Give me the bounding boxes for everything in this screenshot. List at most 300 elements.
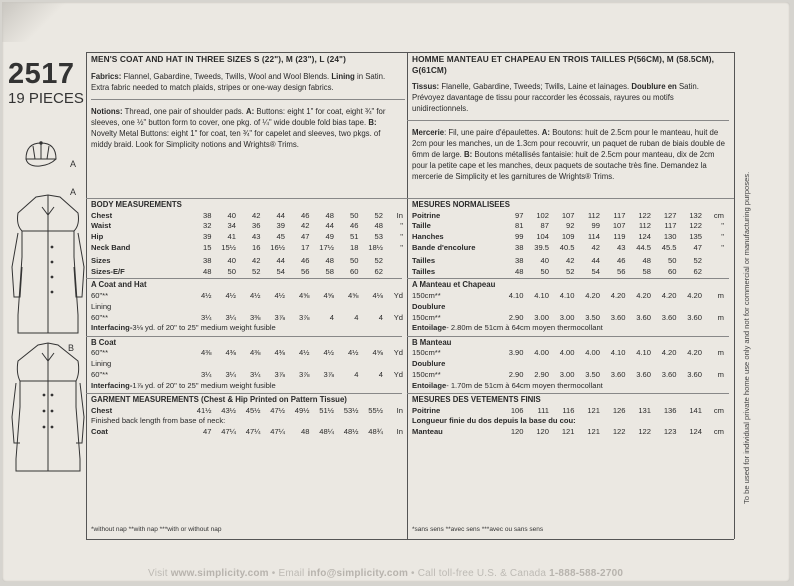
measurement-cell: 52 xyxy=(693,255,702,265)
notions-b-label: B: xyxy=(368,117,377,127)
french-tissus xyxy=(412,81,732,114)
english-chart xyxy=(91,200,407,438)
measurement-cell: 34 xyxy=(227,221,236,231)
measurement-cell: 56 xyxy=(617,266,626,276)
metrage-cell: 3.60 xyxy=(687,369,702,379)
table-row xyxy=(91,427,403,438)
metrage-cell: 3.00 xyxy=(559,312,575,322)
measurement-cell: 52 xyxy=(252,266,261,276)
french-panel xyxy=(412,54,732,182)
lining-label: Lining xyxy=(331,71,355,81)
measurement-cell: 40 xyxy=(227,255,236,265)
metrage-cell: 4.10 xyxy=(610,348,626,358)
yardage-cell: 3⅞ xyxy=(274,312,285,322)
view-a-entoilage xyxy=(412,323,734,334)
measurement-cell: 87 xyxy=(540,221,549,231)
measurement-cell: 40 xyxy=(227,210,236,220)
measurement-cell: 50 xyxy=(540,266,549,276)
measurement-cell: 16 xyxy=(252,243,261,253)
measurement-cell: 18 xyxy=(350,243,359,253)
measurement-cell: 45 xyxy=(276,232,285,242)
measurement-cell: 47½ xyxy=(270,405,285,415)
measurement-cell: 120 xyxy=(510,427,524,436)
measurement-cell: 54 xyxy=(591,266,600,276)
footer-call: • Call toll-free U.S. & Canada xyxy=(411,568,547,579)
measurement-cell: 48 xyxy=(325,255,334,265)
interfacing-label: Interfacing- xyxy=(91,380,133,390)
measurement-cell: 17½ xyxy=(319,243,334,253)
table-row xyxy=(91,348,403,359)
table-row xyxy=(412,312,724,323)
english-fabrics xyxy=(91,71,403,93)
measurement-cell: 132 xyxy=(689,210,702,220)
table-row xyxy=(412,348,724,359)
unit: In xyxy=(396,210,403,220)
fabric-width: 60"** xyxy=(91,290,109,300)
measurement-cell: 120 xyxy=(536,427,549,436)
yardage-cell: 4⅜ xyxy=(274,348,285,358)
mercerie-a-text: Boutons: huit de 2.5cm pour le manteau, huit de 2cm pour les manches, un de 1.3cm pour recouvrir, un paquet de ruban de biais double de 6mm de large. xyxy=(412,128,725,159)
measurement-cell: 43 xyxy=(252,232,261,242)
measurement-cell: 131 xyxy=(638,405,651,415)
yardage-cell: 4⅝ xyxy=(298,290,310,300)
fabric-width: 150cm** xyxy=(412,290,441,300)
metrage-cell: 3.00 xyxy=(559,369,575,379)
metrage-cell: 3.60 xyxy=(661,312,677,322)
fabric-width: 60"** xyxy=(91,369,109,379)
unit: cm xyxy=(713,405,724,415)
measurement-cell: 126 xyxy=(612,405,626,415)
footer-phone[interactable]: 1-888-588-2700 xyxy=(549,568,624,579)
measurement-cell: 42 xyxy=(301,221,310,231)
measurement-cell: 53 xyxy=(374,232,383,242)
measurement-cell: 50 xyxy=(350,210,359,220)
fabric-width: 60"** xyxy=(91,312,109,322)
top-rule xyxy=(86,52,734,53)
measurement-cell: 44 xyxy=(276,210,285,220)
yardage-cell: 4⅜ xyxy=(249,348,261,358)
yardage-cell: 4⅜ xyxy=(200,348,212,358)
english-title: MEN'S COAT AND HAT IN THREE SIZES S (22"), M (23"), L (24") xyxy=(91,54,346,64)
measurement-cell: 112 xyxy=(638,221,651,231)
pattern-envelope xyxy=(2,2,790,582)
measurement-cell: 141 xyxy=(689,405,702,415)
measurement-cell: 47 xyxy=(203,427,212,436)
rule xyxy=(86,336,402,337)
measurement-cell: 52 xyxy=(374,255,383,265)
measurement-cell: 51½ xyxy=(319,405,334,415)
measurement-cell: 47 xyxy=(693,243,702,253)
table-row xyxy=(91,256,403,267)
french-footnote: *sans sens **avec sens ***avec ou sans sens xyxy=(412,526,544,533)
measurement-cell: 42 xyxy=(566,255,575,265)
measurement-cell: 111 xyxy=(537,405,549,415)
yardage-cell: 4⅛ xyxy=(372,290,383,300)
notions-label: Notions: xyxy=(91,106,123,116)
footer-visit: Visit xyxy=(148,568,168,579)
yardage-cell: 4½ xyxy=(298,348,310,358)
measurement-cell: 41½ xyxy=(196,405,212,415)
measurement-cell: 44 xyxy=(276,255,285,265)
french-chart xyxy=(412,200,734,438)
view-a-yardage-table xyxy=(91,291,403,323)
measurement-cell: 122 xyxy=(612,427,626,436)
yardage-cell: 4½ xyxy=(347,348,359,358)
unit: " xyxy=(721,243,724,253)
measurement-cell: 41 xyxy=(227,232,236,242)
table-row xyxy=(91,232,403,243)
unit: " xyxy=(400,221,403,231)
measurement-cell: 47 xyxy=(301,232,310,242)
measurement-cell: 136 xyxy=(663,405,677,415)
fabrics-label: Fabrics: xyxy=(91,71,122,81)
table-row xyxy=(412,256,724,267)
measurement-cell: 130 xyxy=(663,232,677,242)
back-length-label: Finished back length from base of neck: xyxy=(91,416,226,426)
table-row xyxy=(91,211,403,222)
measurement-cell: 135 xyxy=(689,232,702,242)
mercerie-text: : Fil, une paire d'épaulettes. xyxy=(444,128,542,137)
notions-a-label: A: xyxy=(246,106,255,116)
view-a-coat-label: A xyxy=(70,187,77,197)
metrage-cell: 3.50 xyxy=(585,312,600,322)
view-b-interfacing xyxy=(91,381,407,392)
yardage-cell: 4⅝ xyxy=(347,290,359,300)
entoilage-text: - 2.80m de 51cm à 64cm moyen thermocollant xyxy=(446,323,603,333)
measurement-cell: 109 xyxy=(561,232,575,242)
view-a-head-fr: A Manteau et Chapeau xyxy=(412,280,496,290)
measurement-cell: 102 xyxy=(536,210,549,220)
table-row xyxy=(91,266,403,277)
metrage-cell: 4.00 xyxy=(534,348,549,358)
rule xyxy=(86,393,402,394)
measurement-cell: 17 xyxy=(301,243,310,253)
measurement-cell: 46 xyxy=(350,221,359,231)
yardage-cell: 4½ xyxy=(225,290,236,300)
measurement-cell: 36 xyxy=(252,221,261,231)
row-label: Sizes xyxy=(91,255,111,265)
metrage-cell: 2.90 xyxy=(508,369,524,379)
french-title: HOMME MANTEAU ET CHAPEAU EN TROIS TAILLES P(56CM), M (58.5CM), G(61CM) xyxy=(412,54,714,75)
row-label: Tailles xyxy=(412,266,436,276)
center-divider xyxy=(407,52,408,539)
measurement-cell: 46 xyxy=(301,255,310,265)
notions-b-text: Novelty Metal Buttons: eight 1" for coat, ten ¾" for capelet and sleeves, two pkgs. of middy braid. Look for Simplicity notions and Wrights® Trims. xyxy=(91,128,381,149)
measurement-cell: 124 xyxy=(638,232,651,242)
rule xyxy=(407,198,734,199)
metrage-cell: 3.00 xyxy=(534,312,549,322)
fabric-width: 60"** xyxy=(91,348,109,358)
measurement-cell: 38 xyxy=(203,255,212,265)
measurement-cell: 99 xyxy=(591,221,600,231)
measurement-cell: 15 xyxy=(203,243,212,253)
row-label: Waist xyxy=(91,221,111,231)
measurement-cell: 47¼ xyxy=(270,427,285,436)
measurement-cell: 124 xyxy=(689,427,702,436)
fabric-width: 150cm** xyxy=(412,369,441,379)
view-a-interfacing xyxy=(91,323,407,334)
measurement-cell: 127 xyxy=(663,210,677,220)
yardage-cell: 3⅜ xyxy=(249,312,261,322)
chest-label: Chest xyxy=(91,405,113,415)
mercerie-b-text: Boutons métallisés fantaisie: huit de 2.5cm pour manteau, dix de 2cm pour la petite cape et les manches, deux paquets de soutache très fine. Demandez la mercerie de Simplicity et les garnitures de Wrights® Trims. xyxy=(412,150,715,181)
measurement-cell: 112 xyxy=(587,210,600,220)
metrage-cell: 4.20 xyxy=(687,348,702,358)
metrage-cell: 4.20 xyxy=(610,290,626,300)
unit xyxy=(383,266,403,277)
table-row xyxy=(412,232,724,243)
metrage-cell: 3.50 xyxy=(585,369,600,379)
table-row xyxy=(91,291,403,302)
yardage-cell: 3¼ xyxy=(200,369,212,379)
unit: In xyxy=(396,427,403,436)
row-label: Sizes-E/F xyxy=(91,266,125,276)
yardage-cell: 4⅝ xyxy=(323,290,334,300)
yardage-cell: 4 xyxy=(354,369,359,379)
yardage-cell: 4½ xyxy=(323,348,334,358)
fabrics-text: Flannel, Gabardine, Tweeds, Twills, Wool and Wool Blends. xyxy=(121,71,332,81)
measurement-cell: 58 xyxy=(325,266,334,276)
measurement-cell: 39.5 xyxy=(534,243,549,253)
measurement-cell: 56 xyxy=(301,266,310,276)
unit: Yd xyxy=(393,348,403,358)
measurement-cell: 62 xyxy=(693,266,702,276)
coat-a-sketch xyxy=(12,195,84,333)
row-label: Neck Band xyxy=(91,243,131,253)
unit: Yd xyxy=(393,312,403,322)
table-row xyxy=(412,266,724,277)
measurement-cell: 48 xyxy=(374,221,383,231)
fabric-width: 150cm** xyxy=(412,312,441,322)
measurement-cell: 48¼ xyxy=(319,427,334,436)
measurement-cell: 38 xyxy=(515,243,524,253)
measurement-cell: 48½ xyxy=(343,427,359,436)
yardage-cell: 3⅞ xyxy=(323,369,334,379)
measurement-cell: 43 xyxy=(617,243,626,253)
measurement-cell: 47¼ xyxy=(245,427,261,436)
measurement-cell: 121 xyxy=(561,427,575,436)
measurement-cell: 42 xyxy=(591,243,600,253)
measurement-cell: 123 xyxy=(663,427,677,436)
garment-chest-table xyxy=(91,406,403,417)
measurement-cell: 52 xyxy=(566,266,575,276)
table-row xyxy=(91,370,403,381)
interfacing-label: Interfacing- xyxy=(91,323,133,333)
coat-label: Coat xyxy=(91,427,108,436)
unit: Yd xyxy=(393,369,403,379)
metrage-cell: 4.20 xyxy=(661,348,677,358)
table-row xyxy=(91,243,403,254)
measurement-cell: 39 xyxy=(276,221,285,231)
measurement-cell: 44 xyxy=(325,221,334,231)
measurement-cell: 39 xyxy=(203,232,212,242)
metrage-cell: 4.10 xyxy=(508,290,524,300)
measurement-cell: 99 xyxy=(515,232,524,242)
poitrine-label: Poitrine xyxy=(412,405,441,415)
metrage-cell: 4.20 xyxy=(585,290,600,300)
metrage-cell: 3.60 xyxy=(636,312,651,322)
yardage-cell: 4 xyxy=(378,369,383,379)
yardage-cell: 4⅜ xyxy=(225,348,236,358)
right-divider xyxy=(734,52,735,539)
measurement-cell: 114 xyxy=(587,232,600,242)
mesures-normalisees-table xyxy=(412,211,724,254)
pattern-number: 2517 xyxy=(8,58,75,90)
longueur-label: Longueur finie du dos depuis la base du cou: xyxy=(412,416,576,426)
metrage-cell: 3.90 xyxy=(508,348,524,358)
table-row xyxy=(91,302,403,313)
footer-email[interactable]: info@simplicity.com xyxy=(307,568,409,579)
measurement-cell: 50 xyxy=(668,255,677,265)
manteau-length-table xyxy=(412,427,724,438)
measurement-cell: 45.5 xyxy=(661,243,677,253)
footer-email-label: • Email xyxy=(271,568,305,579)
english-panel xyxy=(91,54,403,150)
coat-b-sketch xyxy=(12,343,84,471)
row-label: Taille xyxy=(412,221,431,231)
sizes-table xyxy=(91,256,403,278)
rule xyxy=(86,278,402,279)
mercerie-b-label: B: xyxy=(464,150,473,159)
english-footnote: *without nap **with nap ***with or without nap xyxy=(91,526,222,533)
measurement-cell: 92 xyxy=(566,221,575,231)
unit: cm xyxy=(713,210,724,220)
unit: m xyxy=(717,369,724,379)
left-divider xyxy=(86,52,87,539)
measurement-cell: 53½ xyxy=(343,405,359,415)
measurement-cell: 49½ xyxy=(294,405,310,415)
measurement-cell: 48 xyxy=(515,266,524,276)
table-row xyxy=(412,427,724,438)
measurement-cell: 48 xyxy=(203,266,212,276)
yardage-cell: 4½ xyxy=(249,290,261,300)
measurement-cell: 55½ xyxy=(368,405,383,415)
metrage-cell: 3.60 xyxy=(687,312,702,322)
coat-length-table xyxy=(91,427,403,438)
measurement-cell: 51 xyxy=(350,232,359,242)
table-row xyxy=(91,221,403,232)
body-measurements-head: BODY MEASUREMENTS xyxy=(91,200,182,209)
yardage-cell: 3⅞ xyxy=(298,369,310,379)
unit: m xyxy=(717,312,724,322)
unit xyxy=(702,266,724,277)
unit: m xyxy=(717,290,724,300)
yardage-cell: 3⅞ xyxy=(298,312,310,322)
metrage-cell: 4.20 xyxy=(661,290,677,300)
view-b-entoilage xyxy=(412,381,734,392)
rule xyxy=(407,336,729,337)
rule xyxy=(407,120,729,121)
measurement-cell: 49 xyxy=(325,232,334,242)
body-measurements-table xyxy=(91,211,403,254)
lining-row-label: Lining xyxy=(91,301,112,311)
measurement-cell: 18½ xyxy=(368,243,383,253)
measurement-cell: 50 xyxy=(350,255,359,265)
finis-poitrine-table xyxy=(412,406,724,417)
measurement-cell: 42 xyxy=(252,210,261,220)
view-b-head: B Coat xyxy=(91,337,117,347)
unit: " xyxy=(721,221,724,231)
unit: " xyxy=(400,232,403,242)
lining-row-label: Lining xyxy=(91,359,112,369)
table-row xyxy=(412,221,724,232)
measurement-cell: 44 xyxy=(591,255,600,265)
rule xyxy=(91,99,405,100)
view-b-yardage-table xyxy=(91,348,403,380)
row-label: Hanches xyxy=(412,232,444,242)
measurement-cell: 60 xyxy=(668,266,677,276)
measurement-cell: 50 xyxy=(227,266,236,276)
view-a-metrage-table xyxy=(412,291,724,323)
bottom-rule xyxy=(86,539,734,540)
yardage-cell: 3¼ xyxy=(225,312,236,322)
entoilage-text: - 1.70m de 51cm à 64cm moyen thermocollant xyxy=(446,380,603,390)
measurement-cell: 122 xyxy=(689,221,702,231)
measurement-cell: 117 xyxy=(613,210,626,220)
notions-a-text: Buttons: eight 1" for coat, eight ¾" for sleeves, one ½" button form to cover, one pkg. of ¼" wide double fold bias tape. xyxy=(91,106,386,127)
doublure-text: Satin. Prévoyez davantage de tissu pour raccorder les écossais, rayures ou motifs unidirectionnels. xyxy=(412,82,699,113)
measurement-cell: 122 xyxy=(638,210,651,220)
row-label: Chest xyxy=(91,210,113,220)
mercerie-label: Mercerie xyxy=(412,128,445,137)
footer-contact xyxy=(148,568,623,579)
unit: Yd xyxy=(393,290,403,300)
table-row xyxy=(91,312,403,323)
table-row xyxy=(91,359,403,370)
table-row xyxy=(412,370,724,381)
measurement-cell: 47¼ xyxy=(221,427,236,436)
yardage-cell: 3¼ xyxy=(225,369,236,379)
yardage-cell: 4 xyxy=(329,312,334,322)
measurement-cell: 38 xyxy=(203,210,212,220)
unit: In xyxy=(396,405,403,415)
pattern-pieces-count: 19 PIECES xyxy=(8,90,84,107)
metrage-cell: 4.00 xyxy=(559,348,575,358)
measurement-cell: 52 xyxy=(374,210,383,220)
metrage-cell: 2.90 xyxy=(508,312,524,322)
metrage-cell: 4.00 xyxy=(585,348,600,358)
yardage-cell: 4 xyxy=(378,312,383,322)
measurement-cell: 62 xyxy=(374,266,383,276)
measurement-cell: 48 xyxy=(301,427,310,436)
measurement-cell: 58 xyxy=(642,266,651,276)
measurement-cell: 32 xyxy=(203,221,212,231)
mesures-finis-head: MESURES DES VETEMENTS FINIS xyxy=(412,395,541,405)
metrage-cell: 2.90 xyxy=(534,369,549,379)
table-row xyxy=(412,359,724,370)
unit: " xyxy=(400,243,403,253)
measurement-cell: 40 xyxy=(540,255,549,265)
yardage-cell: 4⅝ xyxy=(372,348,383,358)
measurement-cell: 60 xyxy=(350,266,359,276)
metrage-cell: 4.10 xyxy=(636,348,651,358)
doublure-label: Doublure en xyxy=(631,82,677,91)
measurement-cell: 38 xyxy=(515,255,524,265)
view-b-metrage-table xyxy=(412,348,724,380)
unit: " xyxy=(721,232,724,242)
doublure-row-label: Doublure xyxy=(412,301,446,311)
entoilage-label: Entoilage xyxy=(412,380,447,390)
footer-website[interactable]: www.simplicity.com xyxy=(170,568,269,579)
metrage-cell: 3.60 xyxy=(661,369,677,379)
metrage-cell: 4.20 xyxy=(636,290,651,300)
yardage-cell: 4½ xyxy=(274,290,285,300)
row-label: Tailles xyxy=(412,255,436,265)
measurement-cell: 117 xyxy=(664,221,677,231)
metrage-cell: 4.10 xyxy=(559,290,575,300)
table-row xyxy=(412,243,724,254)
rule xyxy=(407,393,729,394)
